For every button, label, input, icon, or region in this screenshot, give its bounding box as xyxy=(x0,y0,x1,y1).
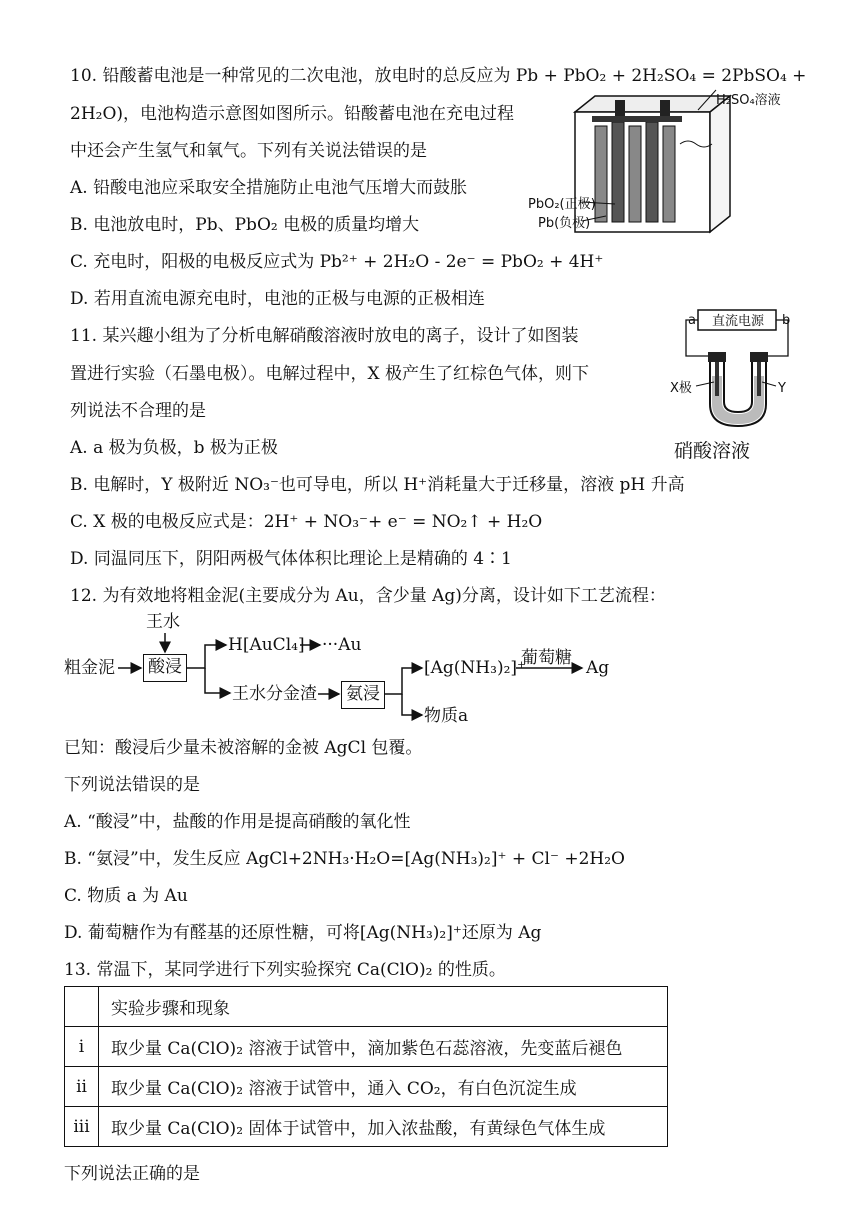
electrolysis-figure xyxy=(668,306,808,466)
lead-acid-battery-figure xyxy=(520,84,781,244)
terminal-a-label: a xyxy=(688,313,696,328)
table-header-cell: 实验步骤和现象 xyxy=(99,987,668,1027)
table-header-row xyxy=(65,987,668,1027)
q12-known: 已知：酸浸后少量未被溶解的金被 AgCl 包覆。 xyxy=(64,738,423,758)
table-row xyxy=(65,1107,668,1147)
q12-question: 下列说法错误的是 xyxy=(64,775,200,795)
flow-ammonia-leach-box: 氨浸 xyxy=(341,681,385,709)
battery-label-acid: H₂SO₄溶液 xyxy=(716,93,781,108)
table-row-text: 取少量 Ca(ClO)₂ 溶液于试管中，滴加紫色石蕊溶液，先变蓝后褪色 xyxy=(99,1027,668,1067)
q13-stem: 13. 常温下，某同学进行下列实验探究 Ca(ClO)₂ 的性质。 xyxy=(64,960,506,980)
q12-option-b: B. “氨浸”中，发生反应 AgCl+2NH₃·H₂O=[Ag(NH₃)₂]⁺ + Cl⁻ +2H₂O xyxy=(64,849,625,869)
flow-residue: 王水分金渣 xyxy=(232,684,317,704)
q10-option-a: A. 铅酸电池应采取安全措施防止电池气压增大而鼓胀 xyxy=(70,178,468,198)
q11-option-b: B. 电解时，Y 极附近 NO₃⁻也可导电，所以 H⁺消耗量大于迁移量，溶液 pH 升高 xyxy=(70,475,685,495)
q11-stem-line2: 置进行实验（石墨电极）。电解过程中，X 极产生了红棕色气体，则下 xyxy=(70,364,590,384)
q10-option-c: C. 充电时，阳极的电极反应式为 Pb²⁺ + 2H₂O - 2e⁻ = PbO₂ + 4H⁺ xyxy=(70,252,604,272)
q10-stem-line1: 10. 铅酸蓄电池是一种常见的二次电池，放电时的总反应为 Pb + PbO₂ + 2H₂SO₄ = 2PbSO₄ + xyxy=(70,66,807,86)
q11-stem-line1: 11. 某兴趣小组为了分析电解硝酸溶液时放电的离子，设计了如图装 xyxy=(70,326,579,346)
power-supply-label: 直流电源 xyxy=(712,314,765,329)
flow-glucose: 葡萄糖 xyxy=(521,648,572,668)
flow-aqua-regia: 王水 xyxy=(146,612,180,632)
q11-stem-line3: 列说法不合理的是 xyxy=(70,401,206,421)
experiment-table xyxy=(64,986,668,1147)
q12-option-c: C. 物质 a 为 Au xyxy=(64,886,188,906)
q11-option-a: A. a 极为负极，b 极为正极 xyxy=(70,438,278,458)
q12-option-d: D. 葡萄糖作为有醛基的还原性糖，可将[Ag(NH₃)₂]⁺还原为 Ag xyxy=(64,923,542,943)
flow-au: ···Au xyxy=(322,635,362,655)
q10-option-d: D. 若用直流电源充电时，电池的正极与电源的正极相连 xyxy=(70,289,485,309)
table-row-text: 取少量 Ca(ClO)₂ 溶液于试管中，通入 CO₂，有白色沉淀生成 xyxy=(99,1067,668,1107)
terminal-b-label: b xyxy=(782,313,791,328)
q10-stem-line2: 2H₂O)，电池构造示意图如图所示。铅酸蓄电池在充电过程 xyxy=(70,104,515,124)
table-row-num: iii xyxy=(65,1107,99,1147)
table-row-num: i xyxy=(65,1027,99,1067)
q12-option-a: A. “酸浸”中，盐酸的作用是提高硝酸的氧化性 xyxy=(64,812,411,832)
table-header-num xyxy=(65,987,99,1027)
battery-label-negative: Pb(负极) xyxy=(538,216,591,231)
nitric-acid-caption: 硝酸溶液 xyxy=(674,440,751,462)
table-row-text: 取少量 Ca(ClO)₂ 固体于试管中，加入浓盐酸，有黄绿色气体生成 xyxy=(99,1107,668,1147)
battery-label-positive: PbO₂(正极) xyxy=(528,197,596,212)
flow-crude-gold: 粗金泥 xyxy=(64,658,115,678)
table-row xyxy=(65,1067,668,1107)
q11-option-c: C. X 极的电极反应式是：2H⁺ + NO₃⁻+ e⁻ = NO₂↑ + H₂O xyxy=(70,512,543,532)
flow-acid-leach-box: 酸浸 xyxy=(143,654,187,682)
q13-question: 下列说法正确的是 xyxy=(64,1164,200,1184)
q11-option-d: D. 同温同压下，阴阳两极气体体积比理论上是精确的 4∶1 xyxy=(70,549,512,569)
flow-ag: Ag xyxy=(586,658,610,678)
electrode-x-label: X极 xyxy=(670,381,692,396)
flow-substance-a: 物质a xyxy=(424,706,469,726)
flow-ag-complex: [Ag(NH₃)₂]⁺ xyxy=(424,658,526,678)
q10-option-b: B. 电池放电时，Pb、PbO₂ 电极的质量均增大 xyxy=(70,215,420,235)
table-row-num: ii xyxy=(65,1067,99,1107)
electrode-y-label: Y xyxy=(778,381,786,396)
q12-stem: 12. 为有效地将粗金泥(主要成分为 Au，含少量 Ag)分离，设计如下工艺流程： xyxy=(70,586,666,606)
q10-stem-line3: 中还会产生氢气和氧气。下列有关说法错误的是 xyxy=(70,141,427,161)
flow-hau: H[AuCl₄] xyxy=(228,635,305,655)
table-row xyxy=(65,1027,668,1067)
